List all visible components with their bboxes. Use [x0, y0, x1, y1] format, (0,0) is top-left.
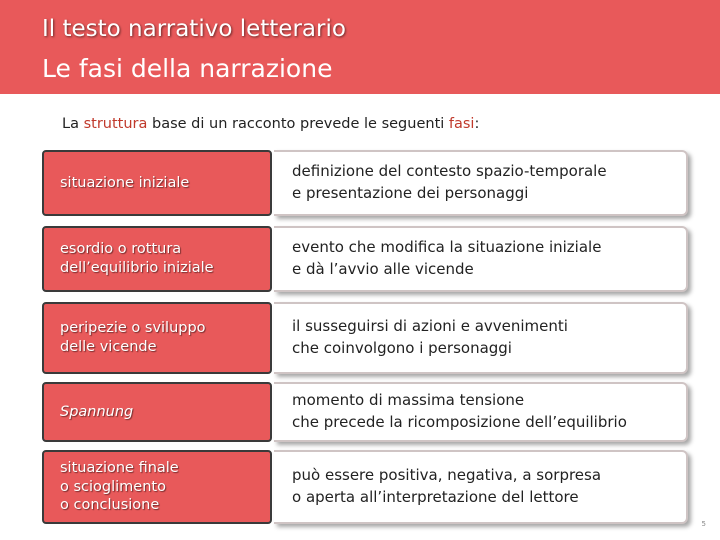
intro-part-1: La — [62, 116, 84, 132]
page-subtitle: Le fasi della narrazione — [42, 54, 333, 83]
header-banner — [0, 0, 720, 94]
phase-description-box — [274, 382, 688, 442]
phase-name-box — [42, 302, 272, 374]
phase-row — [42, 226, 688, 292]
phase-name: esordio o rottura dell’equilibrio iniziale — [60, 241, 214, 276]
phase-name: Spannung — [60, 403, 134, 420]
page-number: 5 — [701, 520, 706, 528]
phase-name-box — [42, 226, 272, 292]
phase-description-box — [274, 150, 688, 216]
phase-row — [42, 382, 688, 442]
phase-name-box — [42, 450, 272, 524]
phase-description-box — [274, 450, 688, 524]
phase-name-box — [42, 382, 272, 442]
phase-description: definizione del contesto spazio-temporale e presentazione dei personaggi — [292, 162, 607, 202]
phase-description: momento di massima tensione che precede la ricomposizione dell’equilibrio — [292, 391, 627, 431]
phase-name-box — [42, 150, 272, 216]
phase-description: evento che modifica la situazione iniziale e dà l’avvio alle vicende — [292, 238, 602, 278]
page-title: Il testo narrativo letterario — [42, 16, 346, 42]
phase-row — [42, 302, 688, 374]
phase-description-box — [274, 226, 688, 292]
phase-row — [42, 150, 688, 216]
phase-row — [42, 450, 688, 524]
phase-name: peripezie o sviluppo delle vicende — [60, 320, 206, 355]
intro-highlight-structure: struttura — [83, 116, 148, 132]
phase-name: situazione finale o scioglimento o conclusione — [60, 459, 179, 514]
phase-description: il susseguirsi di azioni e avvenimenti che coinvolgono i personaggi — [292, 317, 568, 357]
phase-description-box — [274, 302, 688, 374]
intro-part-3: : — [474, 116, 480, 132]
intro-part-2: base di un racconto prevede le seguenti — [147, 116, 449, 132]
phase-description: può essere positiva, negativa, a sorpresa o aperta all’interpretazione del lettore — [292, 466, 602, 506]
phase-name: situazione iniziale — [60, 174, 190, 191]
intro-text — [62, 116, 479, 132]
intro-highlight-phases: fasi — [448, 116, 475, 132]
